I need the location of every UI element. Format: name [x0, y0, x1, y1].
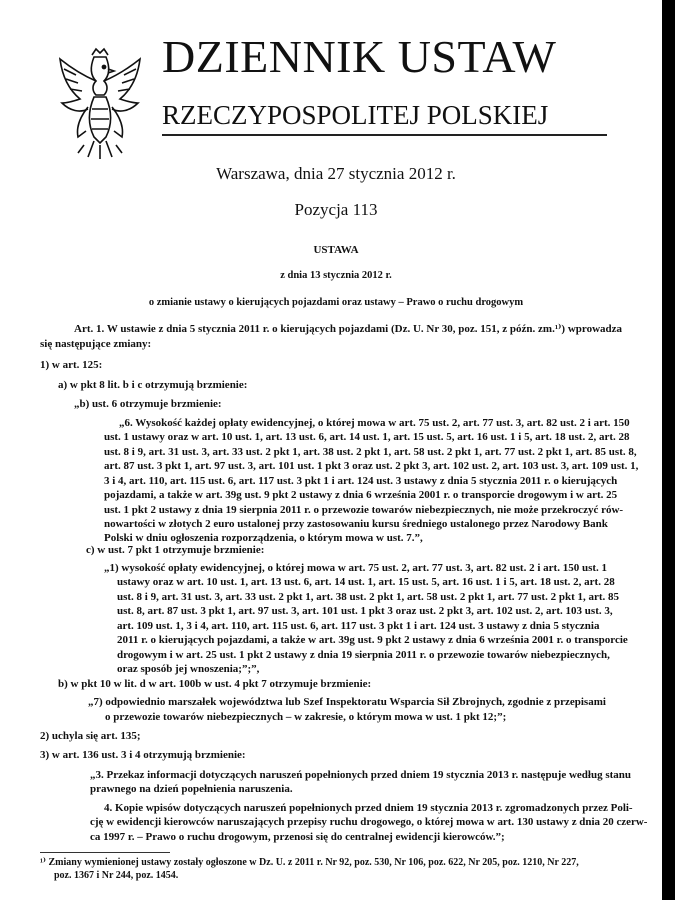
list-item: a) w pkt 8 lit. b i c otrzymują brzmienie: [58, 379, 248, 391]
quoted-text-line: Polski w dniu ogłoszenia rozporządzenia, o którym mowa w ust. 7.”, [104, 532, 423, 544]
quoted-text-line: „3. Przekaz informacji dotyczących naruszeń popełnionych przed dniem 19 stycznia 2013 r. następuje według stanu [90, 769, 632, 781]
article-1-first-line: Art. 1. W ustawie z dnia 5 stycznia 2011 r. o kierujących pojazdami (Dz. U. Nr 30, poz. 151, z późn. zm.¹⁾) wprowadza [74, 323, 623, 335]
act-subject: o zmianie ustawy o kierujących pojazdami oraz ustawy – Prawo o ruchu drogowym [148, 297, 524, 308]
quoted-text-line: ust. 8 i 9, art. 31 ust. 3, art. 33 ust. 2 pkt 1, art. 38 ust. 2 pkt 1, art. 58 ust. 2 pkt 1, art. 77 ust. 2 pkt 1, art. 85 ust. 8, [104, 446, 637, 458]
quoted-text-line: pojazdami, a także w art. 39g ust. 9 pkt 2 ustawy z dnia 6 września 2001 r. o transporcie drogowym i w art. 25 [104, 489, 618, 501]
quoted-text-line: ca 1997 r. – Prawo o ruchu drogowym, przenosi się do centralnej ewidencji kierowców.”; [90, 831, 505, 843]
act-type: USTAWA [313, 244, 359, 256]
quoted-text-line: art. 109 ust. 1, 3 i 4, art. 110, art. 115 ust. 6, art. 117 ust. 3 pkt 1 i art. 124 ust. 3 ustawy z dnia 5 stycznia [117, 620, 600, 632]
quoted-text-line: ustawy oraz w art. 10 ust. 1, art. 13 ust. 6, art. 14 ust. 1, art. 15 ust. 5, art. 16 ust. 1 i 5, art. 18 ust. 2, art. 28 [117, 576, 615, 588]
quoted-text-line: „7) odpowiednio marszałek województwa lub Szef Inspektoratu Wsparcia Sił Zbrojnych, zgodnie z przepisami [88, 696, 606, 708]
list-item: b) w pkt 10 w lit. d w art. 100b w ust. 4 pkt 7 otrzymuje brzmienie: [58, 678, 372, 690]
quoted-text-line: ust. 8 i 9, art. 31 ust. 3, art. 33 ust. 2 pkt 1, art. 38 ust. 2 pkt 1, art. 58 ust. 2 pkt 1, art. 77 ust. 2 pkt 1, art. 85 [117, 591, 620, 603]
footnote-line: poz. 1367 i Nr 244, poz. 1454. [54, 870, 179, 881]
quoted-text-line: cję w ewidencji kierowców naruszających przepisy ruchu drogowego, o której mowa w art. 130 ustawy z dnia 20 czerw- [90, 816, 648, 828]
page-edge-border [662, 0, 675, 900]
quoted-text-line: „6. Wysokość każdej opłaty ewidencyjnej, o której mowa w art. 75 ust. 2, art. 77 ust. 3, art. 82 ust. 2 i art. 150 [119, 417, 630, 429]
act-date: z dnia 13 stycznia 2012 r. [280, 270, 392, 281]
quoted-text-line: nowartości w złotych 2 euro ustalonej przy zastosowaniu kursu średniego ustalonego przez Narodowy Bank [104, 518, 608, 530]
journal-title: DZIENNIK USTAW [162, 31, 557, 82]
quoted-text-line: o przewozie towarów niebezpiecznych – w zakresie, o którym mowa w ust. 1 pkt 12;”; [105, 711, 507, 723]
quoted-text-line: ust. 1 ustawy oraz w art. 10 ust. 1, art. 13 ust. 6, art. 14 ust. 1, art. 15 ust. 5, art. 16 ust. 1 i 5, art. 18 ust. 2, art. 28 [104, 431, 630, 443]
quoted-text-line: „1) wysokość opłaty ewidencyjnej, o której mowa w art. 75 ust. 2, art. 77 ust. 3, art. 82 ust. 2 i art. 150 ust. 1 [104, 562, 608, 574]
list-item: 2) uchyla się art. 135; [40, 730, 141, 742]
article-label: Art. 1. [74, 323, 105, 335]
footnote-line: ¹⁾ Zmiany wymienionej ustawy zostały ogłoszone w Dz. U. z 2011 r. Nr 92, poz. 530, Nr 106, poz. 622, Nr 205, poz. 1210, Nr 227, [40, 857, 579, 868]
quoted-text-line: ust. 1 pkt 2 ustawy z dnia 19 sierpnia 2011 r. o przewozie towarów niebezpiecznych, nie może przekroczyć rów- [104, 504, 624, 516]
list-item: c) w ust. 7 pkt 1 otrzymuje brzmienie: [86, 544, 265, 556]
journal-subtitle: RZECZYPOSPOLITEJ POLSKIEJ [162, 100, 549, 130]
list-item: 3) w art. 136 ust. 3 i 4 otrzymują brzmienie: [40, 749, 246, 761]
footnote-divider [40, 852, 170, 853]
text-line: się następujące zmiany: [40, 338, 152, 350]
quoted-text-line: ust. 8, art. 87 ust. 3 pkt 1, art. 97 ust. 3, art. 101 ust. 1 pkt 3 oraz ust. 2 pkt 3, art. 102 ust. 2, art. 103 ust. 3, [117, 605, 613, 617]
polish-eagle-emblem-icon [52, 45, 148, 163]
quoted-text-line: art. 87 ust. 3 pkt 1, art. 97 ust. 3, art. 101 ust. 1 pkt 3 oraz ust. 2 pkt 3, art. 102 ust. 2, art. 103 ust. 3, art. 109 ust. 1, [104, 460, 639, 472]
dateline: Warszawa, dnia 27 stycznia 2012 r. [216, 164, 456, 183]
quoted-text-line: 4. Kopie wpisów dotyczących naruszeń popełnionych przed dniem 19 stycznia 2013 r. zgromadzonych przez Poli- [104, 802, 633, 814]
position-number: Pozycja 113 [294, 200, 378, 219]
quoted-text-line: oraz sposób jej wnoszenia;”;”, [117, 663, 260, 675]
quoted-text-line: prawnego na dzień popełnienia naruszenia. [90, 783, 293, 795]
quoted-text-line: 2011 r. o kierujących pojazdami, a także w art. 39g ust. 9 pkt 2 ustawy z dnia 6 września 2001 r. o transporcie [117, 634, 628, 646]
quoted-text-line: 3 i 4, art. 110, art. 115 ust. 6, art. 117 ust. 3 pkt 1 i art. 124 ust. 3 ustawy z dnia 5 stycznia 2011 r. o kierujących [104, 475, 618, 487]
header-divider [162, 134, 607, 136]
list-item: 1) w art. 125: [40, 359, 103, 371]
list-item: „b) ust. 6 otrzymuje brzmienie: [74, 398, 222, 410]
quoted-text-line: drogowym i w art. 25 ust. 1 pkt 2 ustawy z dnia 19 sierpnia 2011 r. o przewozie towarów niebezpiecznych, [117, 649, 610, 661]
